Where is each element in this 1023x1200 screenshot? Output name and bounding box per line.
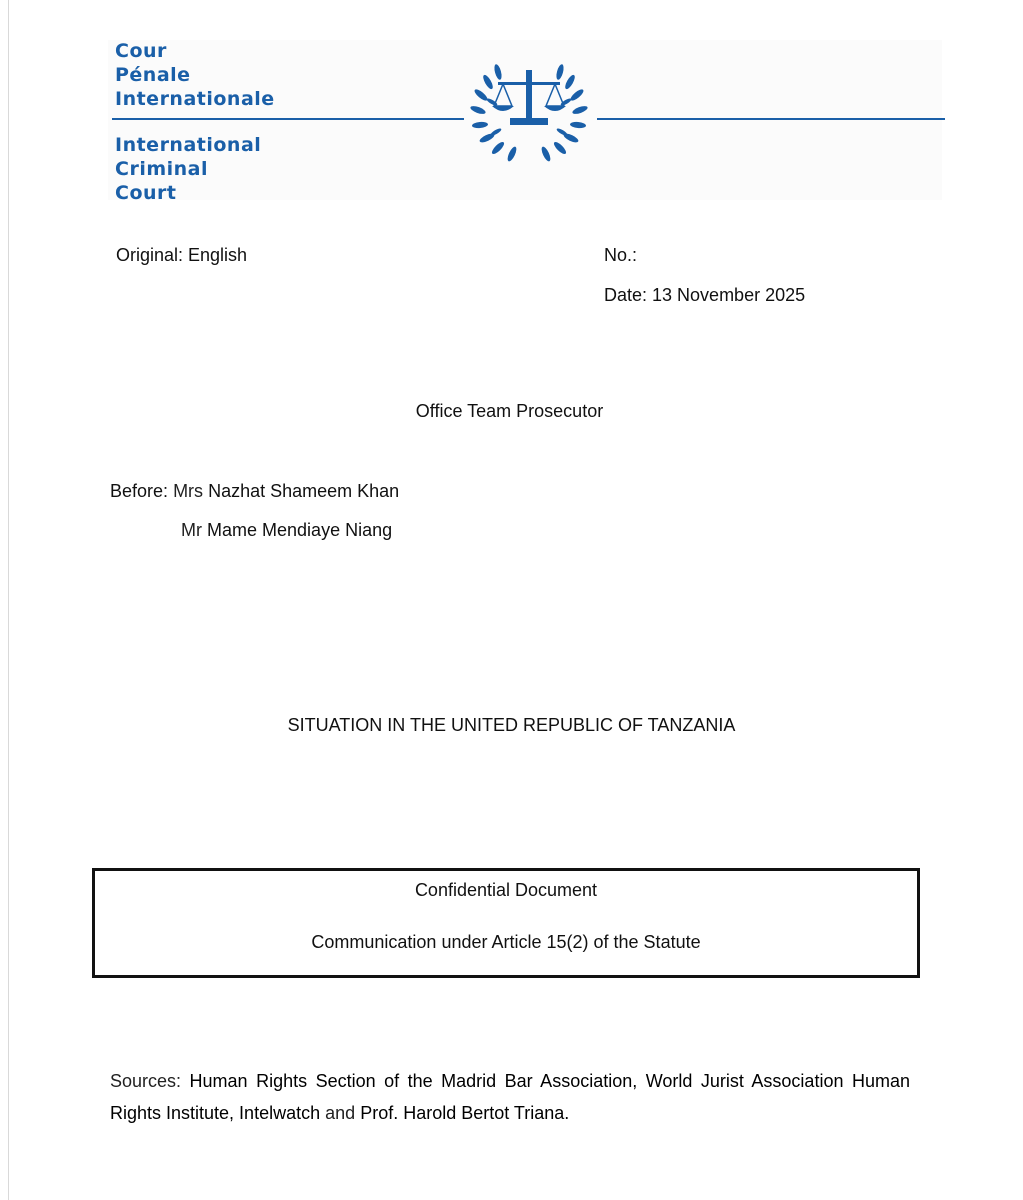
sources-label: Sources: [110, 1071, 182, 1091]
court-name-en-line-2: Criminal [115, 158, 208, 180]
court-name-english [115, 133, 261, 205]
document-number: No.: [604, 245, 638, 265]
header-rule-right [597, 118, 945, 120]
court-name-fr-line-3: Internationale [115, 88, 275, 110]
court-name-en-line-1: International [115, 134, 262, 156]
sources-individual: Prof. Harold Bertot Triana. [360, 1103, 570, 1123]
confidential-box [92, 868, 920, 978]
confidential-title: Confidential Document [414, 880, 598, 900]
judge-name: Nazhat Shameem Khan [208, 481, 400, 501]
before-line-2 [181, 520, 392, 541]
court-name-french [115, 39, 275, 111]
sources-paragraph [110, 1065, 910, 1129]
court-name-fr-line-2: Pénale [115, 64, 191, 86]
sources-conjunction: and [325, 1103, 356, 1123]
before-line-1 [110, 481, 399, 502]
situation-title: SITUATION IN THE UNITED REPUBLIC OF TANZANIA [287, 715, 736, 735]
scales-of-justice-laurel-icon [468, 60, 590, 162]
court-name-fr-line-1: Cour [115, 40, 167, 62]
judge-name: Mame Mendiaye Niang [207, 520, 393, 540]
original-language: Original: English [116, 245, 248, 265]
document-date: Date: 13 November 2025 [604, 285, 806, 305]
judge-title: Mr [181, 520, 202, 540]
before-label: Before: [110, 481, 169, 501]
confidential-subtitle: Communication under Article 15(2) of the Statute [311, 932, 701, 952]
judge-title: Mrs [173, 481, 204, 501]
court-name-en-line-3: Court [115, 182, 177, 204]
header-rule-left [112, 118, 464, 120]
office-heading: Office Team Prosecutor [415, 401, 604, 421]
sources-organisations: Human Rights Section of the Madrid Bar Association, World Jurist Association Human Rights Institute, Intelwatch [110, 1071, 910, 1123]
